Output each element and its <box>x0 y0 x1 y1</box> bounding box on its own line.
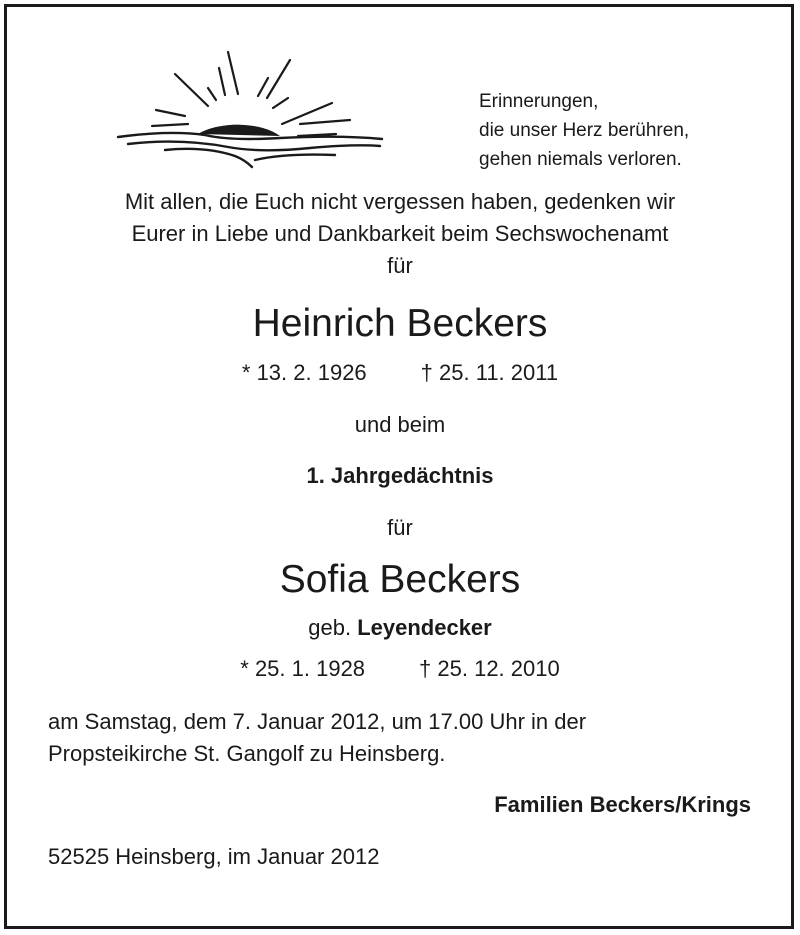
dates-sofia <box>0 654 800 684</box>
dates-heinrich <box>0 358 800 388</box>
intro-text <box>0 186 800 282</box>
place-and-date: 52525 Heinsberg, im Januar 2012 <box>48 844 380 869</box>
death-date: † 25. 12. 2010 <box>419 656 560 681</box>
anniversary-label: 1. Jahrgedächtnis <box>306 463 494 488</box>
intro-line: Mit allen, die Euch nicht vergessen haben, gedenken wir <box>124 189 676 214</box>
death-date: † 25. 11. 2011 <box>420 360 559 385</box>
service-line: am Samstag, dem 7. Januar 2012, um 17.00 Uhr in der <box>48 709 587 734</box>
service-line: Propsteikirche St. Gangolf zu Heinsberg. <box>48 741 446 766</box>
quote-line: gehen niemals verloren. <box>479 149 682 170</box>
nee-prefix: geb. <box>308 615 352 640</box>
maiden-name: Leyendecker <box>357 615 492 640</box>
quote-line: Erinnerungen, <box>479 91 599 112</box>
quote-line: die unser Herz berühren, <box>479 120 690 141</box>
signature: Familien Beckers/Krings <box>494 792 751 817</box>
intro-line: für <box>387 253 413 278</box>
intro-line: Eurer in Liebe und Dankbarkeit beim Sechswochenamt <box>131 221 669 246</box>
connector-text: und beim <box>354 412 446 437</box>
memorial-quote <box>479 87 689 174</box>
deceased-name-sofia: Sofia Beckers <box>279 558 521 601</box>
deceased-name-heinrich: Heinrich Beckers <box>252 302 548 345</box>
for-text: für <box>387 515 413 540</box>
maiden-name-line <box>0 613 800 643</box>
rising-sun-icon <box>110 40 395 175</box>
birth-date: * 25. 1. 1928 <box>240 656 366 681</box>
service-details <box>48 706 586 770</box>
birth-date: * 13. 2. 1926 <box>241 360 367 385</box>
